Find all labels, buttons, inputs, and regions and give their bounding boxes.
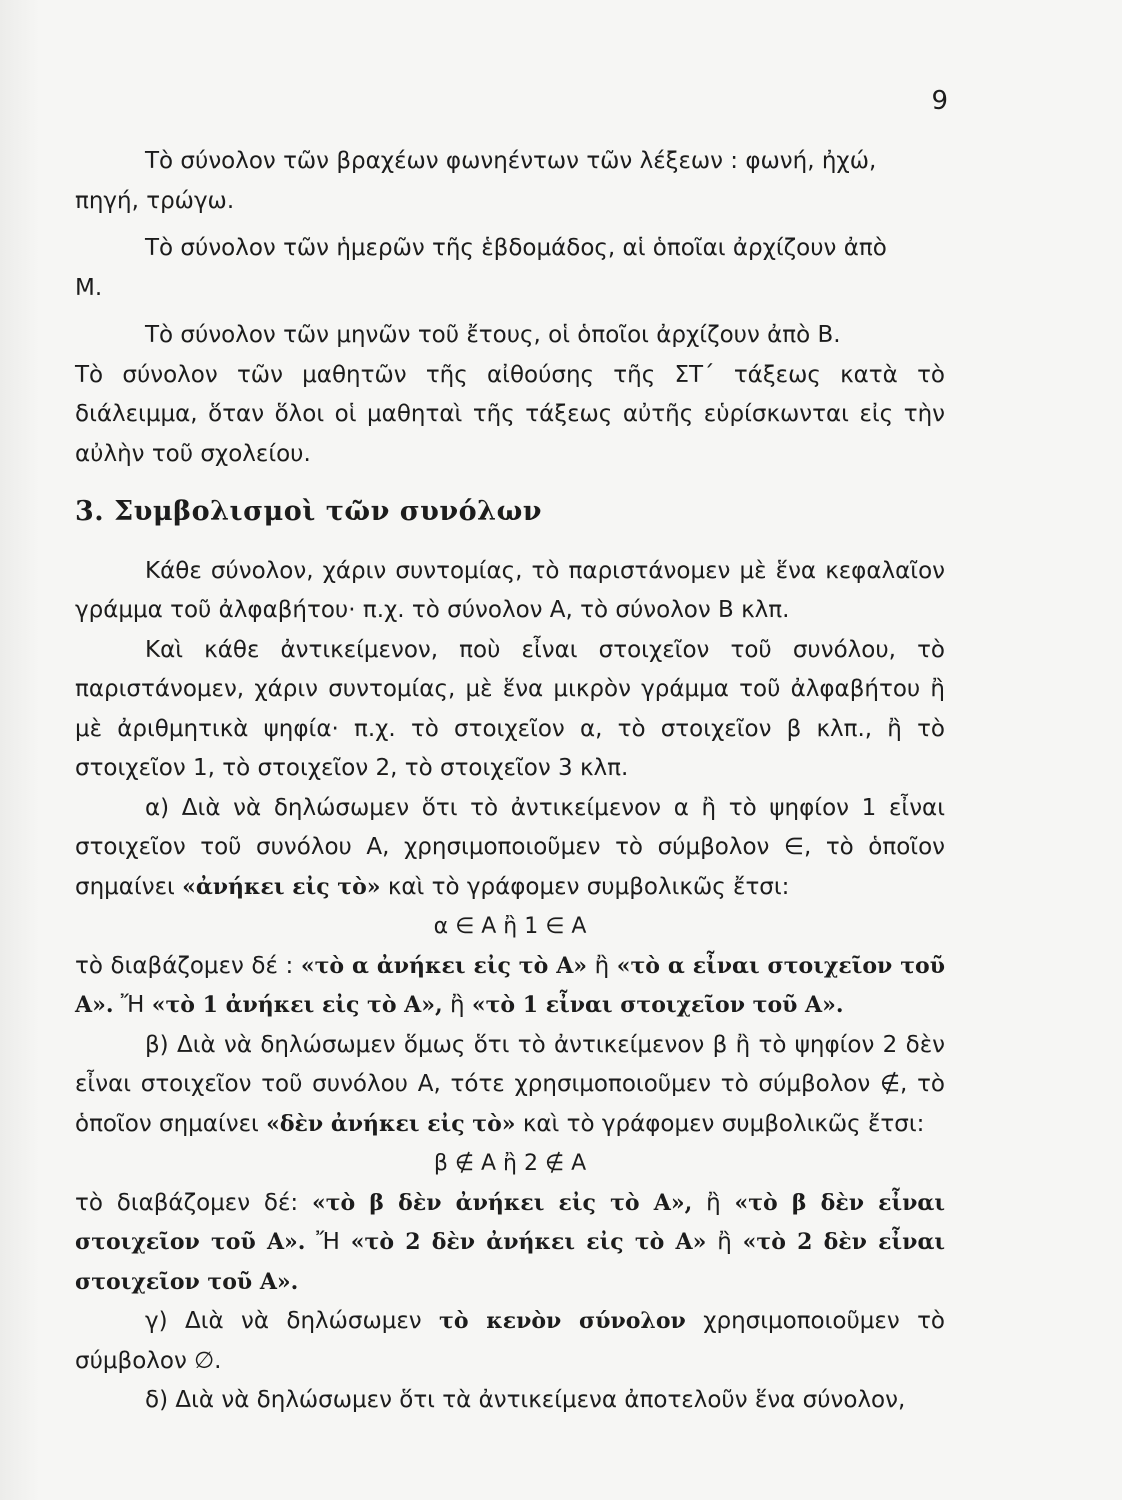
formula-not-belongs: β ∉ Α ἢ 2 ∉ Α (433, 1151, 587, 1176)
alpha-tail: καὶ τὸ γράφομεν συμβολικῶς ἔτσι: (387, 873, 790, 900)
beta-reading (75, 1184, 945, 1303)
alpha-bold: «ἀνήκει εἰς τὸ» (182, 873, 381, 900)
beta-read-1: «τὸ β δὲν ἀνήκει εἰς τὸ Α», (312, 1189, 693, 1216)
alpha-read-2: «τὸ α εἶναι στοιχεῖον τοῦ Α». (75, 952, 945, 1018)
paragraph-alpha (75, 789, 945, 908)
beta-bold: «δὲν ἀνήκει εἰς τὸ» (266, 1110, 516, 1137)
beta-read-intro: τὸ διαβάζομεν δέ: (75, 1189, 299, 1216)
paragraph-gamma (75, 1302, 945, 1381)
gamma-text: γ) Διὰ νὰ δηλώσωμεν (145, 1308, 422, 1334)
or-word: ἢ (449, 992, 465, 1018)
formula-belongs: α ∈ Α ἢ 1 ∈ Α (433, 914, 587, 939)
alpha-read-4: «τὸ 1 εἶναι στοιχεῖον τοῦ Α». (471, 992, 844, 1018)
or-cap-word: Ἤ (120, 992, 145, 1018)
or-word: ἢ (594, 952, 610, 979)
or-word: ἢ (717, 1229, 732, 1255)
paragraph-delta: δ) Διὰ νὰ δηλώσωμεν ὅτι τὰ ἀντικείμενα ἀποτελοῦν ἕνα σύνολον, (145, 1387, 906, 1413)
example-vowels-line2: πηγή, τρώγω. (75, 187, 235, 214)
example-students: Τὸ σύνολον τῶν μαθητῶν τῆς αἰθούσης τῆς ΣΤ΄ τάξεως κατὰ τὸ διάλειμμα, ὅταν ὅλοι οἱ μαθηταὶ τῆς τάξεως αὐτῆς εὑρίσκωνται εἰς τὴν αὐλὴν τοῦ σχολείου. (75, 361, 945, 467)
alpha-text: α) Διὰ νὰ δηλώσωμεν ὅτι τὸ ἀντικείμενον α ἢ τὸ ψηφίον 1 εἶναι στοιχεῖον τοῦ συνόλου Α, χρησιμοποιοῦμεν τὸ σύμβολον ∈, τὸ ὁποῖον σημαίνει (75, 794, 945, 900)
gamma-bold: τὸ κενὸν σύνολον (439, 1308, 686, 1334)
paragraph-element-notation: Καὶ κάθε ἀντικείμενον, ποὺ εἶναι στοιχεῖον τοῦ συνόλου, τὸ παριστάνομεν, χάριν συντομίας, μὲ ἕνα μικρὸν γράμμα τοῦ ἀλφαβήτου ἢ μὲ ἀριθμητικὰ ψηφία· π.χ. τὸ στοιχεῖον α, τὸ στοιχεῖον β κλπ., ἢ τὸ στοιχεῖον 1, τὸ στοιχεῖον 2, τὸ στοιχεῖον 3 κλπ. (75, 636, 945, 781)
alpha-reading (75, 947, 945, 1026)
example-days-line2: Μ. (75, 274, 103, 301)
example-vowels-line1: Τὸ σύνολον τῶν βραχέων φωνηέντων τῶν λέξεων : φωνή, ἠχώ, (145, 148, 877, 174)
beta-read-4: «τὸ 2 δὲν εἶναι στοιχεῖον τοῦ Α». (75, 1229, 946, 1295)
example-months: Τὸ σύνολον τῶν μηνῶν τοῦ ἔτους, οἱ ὁποῖοι ἀρχίζουν ἀπὸ Β. (145, 322, 841, 348)
paragraph-beta (75, 1026, 945, 1145)
section-heading: 3. Συμβολισμοὶ τῶν συνόλων (75, 496, 543, 527)
beta-text: β) Διὰ νὰ δηλώσωμεν ὅμως ὅτι τὸ ἀντικείμενον β ἢ τὸ ψηφίον 2 δὲν εἶναι στοιχεῖον τοῦ συνόλου Α, τότε χρησιμοποιοῦμεν τὸ σύμβολον ∉, τὸ ὁποῖον σημαίνει (75, 1031, 945, 1137)
beta-tail: καὶ τὸ γράφομεν συμβολικῶς ἔτσι: (522, 1110, 925, 1137)
example-vowels (75, 142, 945, 221)
or-cap-word: Ἤ (316, 1229, 340, 1255)
page-number: 9 (931, 86, 948, 116)
example-days-line1: Τὸ σύνολον τῶν ἡμερῶν τῆς ἑβδομάδος, αἱ ὁποῖαι ἀρχίζουν ἀπὸ (145, 235, 887, 261)
alpha-read-3: «τὸ 1 ἀνήκει εἰς τὸ Α», (151, 992, 443, 1018)
or-word: ἢ (706, 1189, 721, 1216)
alpha-read-1: «τὸ α ἀνήκει εἰς τὸ Α» (300, 952, 588, 979)
example-days (75, 229, 945, 308)
paragraph-set-notation: Κάθε σύνολον, χάριν συντομίας, τὸ παριστάνομεν μὲ ἕνα κεφαλαῖον γράμμα τοῦ ἀλφαβήτου· π.χ. τὸ σύνολον Α, τὸ σύνολον Β κλπ. (75, 557, 945, 623)
beta-read-3: «τὸ 2 δὲν ἀνήκει εἰς τὸ Α» (350, 1229, 707, 1255)
page-body (75, 142, 945, 1421)
gamma-tail: χρησιμοποιοῦμεν τὸ σύμβολον ∅. (75, 1308, 945, 1374)
beta-read-2: «τὸ β δὲν εἶναι στοιχεῖον τοῦ Α». (75, 1189, 946, 1255)
alpha-read-intro: τὸ διαβάζομεν δέ : (75, 952, 294, 979)
